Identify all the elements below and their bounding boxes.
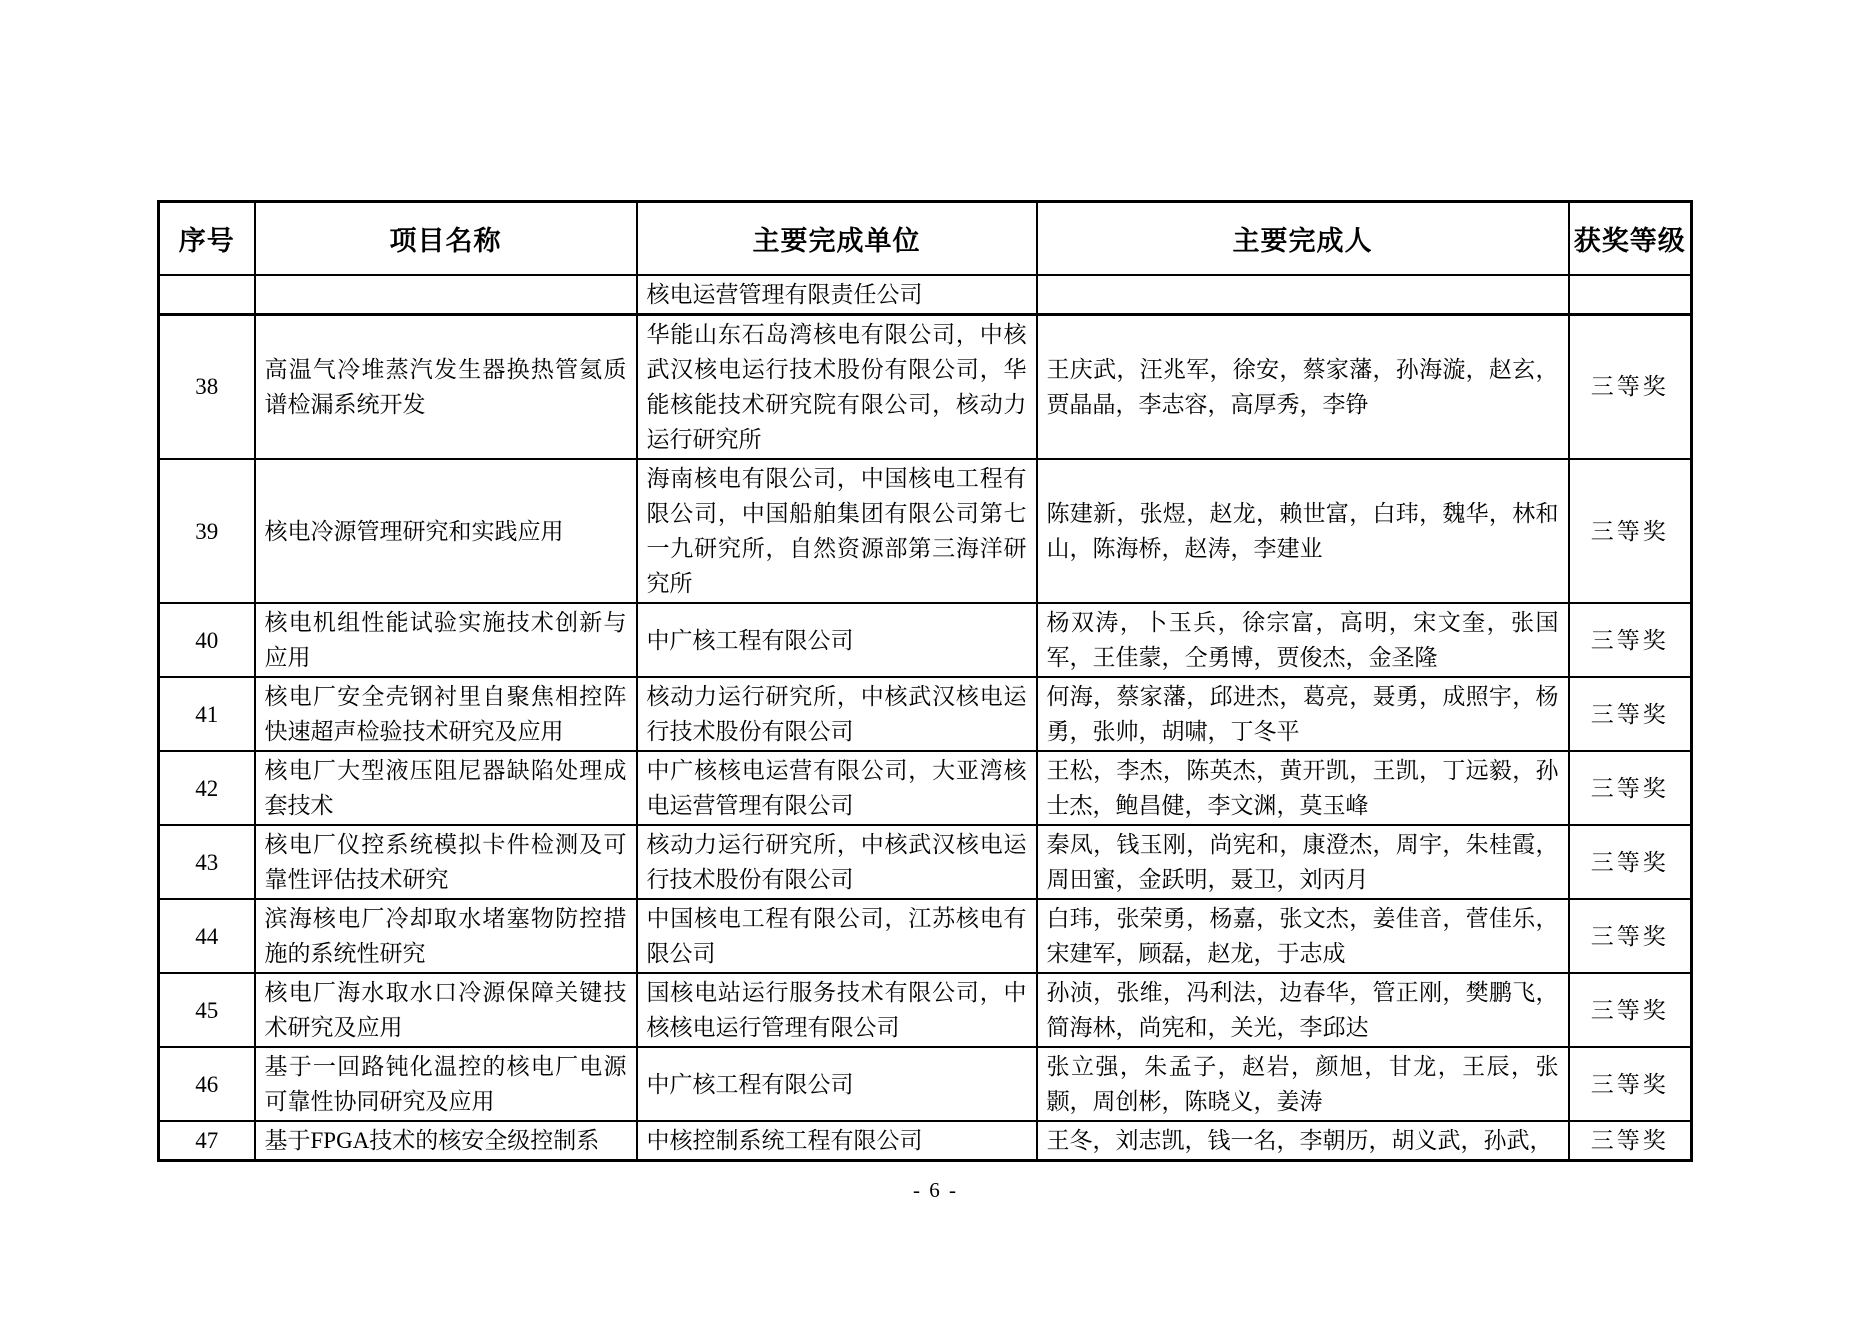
people-cell: 王庆武，汪兆军，徐安，蔡家藩，孙海漩，赵玄，贾晶晶，李志容，高厚秀，李铮 — [1037, 314, 1569, 459]
table-row — [159, 677, 1692, 751]
seq-cell: 45 — [159, 973, 255, 1047]
people-cell — [1037, 275, 1569, 315]
page-number: - 6 - — [913, 1178, 958, 1202]
people-cell: 孙浈，张维，冯利法，边春华，管正刚，樊鹏飞，简海林，尚宪和，关光，李邱达 — [1037, 973, 1569, 1047]
org-cell: 海南核电有限公司，中国核电工程有限公司，中国船舶集团有限公司第七一九研究所，自然资源部第三海洋研究所 — [637, 459, 1037, 603]
header-project-name: 项目名称 — [255, 202, 637, 275]
project-cell: 核电冷源管理研究和实践应用 — [255, 459, 637, 603]
seq-cell — [159, 275, 255, 315]
org-cell: 中广核核电运营有限公司，大亚湾核电运营管理有限公司 — [637, 751, 1037, 825]
seq-cell: 47 — [159, 1121, 255, 1161]
org-cell: 核动力运行研究所，中核武汉核电运行技术股份有限公司 — [637, 825, 1037, 899]
people-cell: 张立强，朱孟子，赵岩，颜旭，甘龙，王辰，张颢，周创彬，陈晓义，姜涛 — [1037, 1047, 1569, 1121]
org-cell: 中广核工程有限公司 — [637, 1047, 1037, 1121]
seq-cell: 39 — [159, 459, 255, 603]
award-cell: 三等奖 — [1569, 973, 1692, 1047]
people-cell: 杨双涛，卜玉兵，徐宗富，高明，宋文奎，张国军，王佳蒙，仝勇博，贾俊杰，金圣隆 — [1037, 603, 1569, 677]
award-cell: 三等奖 — [1569, 1121, 1692, 1161]
org-cell: 中核控制系统工程有限公司 — [637, 1121, 1037, 1161]
project-cell: 核电机组性能试验实施技术创新与应用 — [255, 603, 637, 677]
table-row — [159, 899, 1692, 973]
seq-cell: 44 — [159, 899, 255, 973]
award-cell: 三等奖 — [1569, 314, 1692, 459]
project-cell: 基于FPGA技术的核安全级控制系 — [255, 1121, 637, 1161]
table-row — [159, 603, 1692, 677]
project-cell: 基于一回路钝化温控的核电厂电源可靠性协同研究及应用 — [255, 1047, 637, 1121]
award-cell: 三等奖 — [1569, 603, 1692, 677]
table-row — [159, 1047, 1692, 1121]
people-cell: 陈建新，张煜，赵龙，赖世富，白玮，魏华，林和山，陈海桥，赵涛，李建业 — [1037, 459, 1569, 603]
award-cell: 三等奖 — [1569, 459, 1692, 603]
seq-cell: 40 — [159, 603, 255, 677]
seq-cell: 42 — [159, 751, 255, 825]
org-cell: 华能山东石岛湾核电有限公司，中核武汉核电运行技术股份有限公司，华能核能技术研究院有限公司，核动力运行研究所 — [637, 314, 1037, 459]
project-cell: 滨海核电厂冷却取水堵塞物防控措施的系统性研究 — [255, 899, 637, 973]
org-cell: 国核电站运行服务技术有限公司，中核核电运行管理有限公司 — [637, 973, 1037, 1047]
project-cell — [255, 275, 637, 315]
people-cell: 秦凤，钱玉刚，尚宪和，康澄杰，周宇，朱桂霞，周田蜜，金跃明，聂卫，刘丙月 — [1037, 825, 1569, 899]
table-row — [159, 1121, 1692, 1161]
award-cell: 三等奖 — [1569, 1047, 1692, 1121]
people-cell: 王冬，刘志凯，钱一名，李朝历，胡义武，孙武， — [1037, 1121, 1569, 1161]
award-cell: 三等奖 — [1569, 899, 1692, 973]
header-main-people: 主要完成人 — [1037, 202, 1569, 275]
people-cell: 何海，蔡家藩，邱进杰，葛亮，聂勇，成照宇，杨勇，张帅，胡啸，丁冬平 — [1037, 677, 1569, 751]
project-cell: 高温气冷堆蒸汽发生器换热管氦质谱检漏系统开发 — [255, 314, 637, 459]
table-row — [159, 459, 1692, 603]
project-cell: 核电厂安全壳钢衬里自聚焦相控阵快速超声检验技术研究及应用 — [255, 677, 637, 751]
org-cell: 核动力运行研究所，中核武汉核电运行技术股份有限公司 — [637, 677, 1037, 751]
seq-cell: 46 — [159, 1047, 255, 1121]
award-cell: 三等奖 — [1569, 825, 1692, 899]
award-cell: 三等奖 — [1569, 751, 1692, 825]
table-row — [159, 751, 1692, 825]
award-projects-table — [157, 200, 1693, 1162]
org-cell: 中国核电工程有限公司，江苏核电有限公司 — [637, 899, 1037, 973]
table-header-row — [159, 202, 1692, 275]
award-cell: 三等奖 — [1569, 677, 1692, 751]
header-main-org: 主要完成单位 — [637, 202, 1037, 275]
project-cell: 核电厂仪控系统模拟卡件检测及可靠性评估技术研究 — [255, 825, 637, 899]
people-cell: 王松，李杰，陈英杰，黄开凯，王凯，丁远毅，孙士杰，鲍昌健，李文渊，莫玉峰 — [1037, 751, 1569, 825]
header-award-level: 获奖等级 — [1569, 202, 1692, 275]
seq-cell: 38 — [159, 314, 255, 459]
org-cell: 核电运营管理有限责任公司 — [637, 275, 1037, 315]
table-row — [159, 825, 1692, 899]
table-row — [159, 973, 1692, 1047]
award-cell — [1569, 275, 1692, 315]
table-row — [159, 275, 1692, 315]
people-cell: 白玮，张荣勇，杨嘉，张文杰，姜佳音，菅佳乐，宋建军，顾磊，赵龙，于志成 — [1037, 899, 1569, 973]
org-cell: 中广核工程有限公司 — [637, 603, 1037, 677]
project-cell: 核电厂海水取水口冷源保障关键技术研究及应用 — [255, 973, 637, 1047]
seq-cell: 43 — [159, 825, 255, 899]
seq-cell: 41 — [159, 677, 255, 751]
project-cell: 核电厂大型液压阻尼器缺陷处理成套技术 — [255, 751, 637, 825]
header-seq: 序号 — [159, 202, 255, 275]
table-row — [159, 314, 1692, 459]
